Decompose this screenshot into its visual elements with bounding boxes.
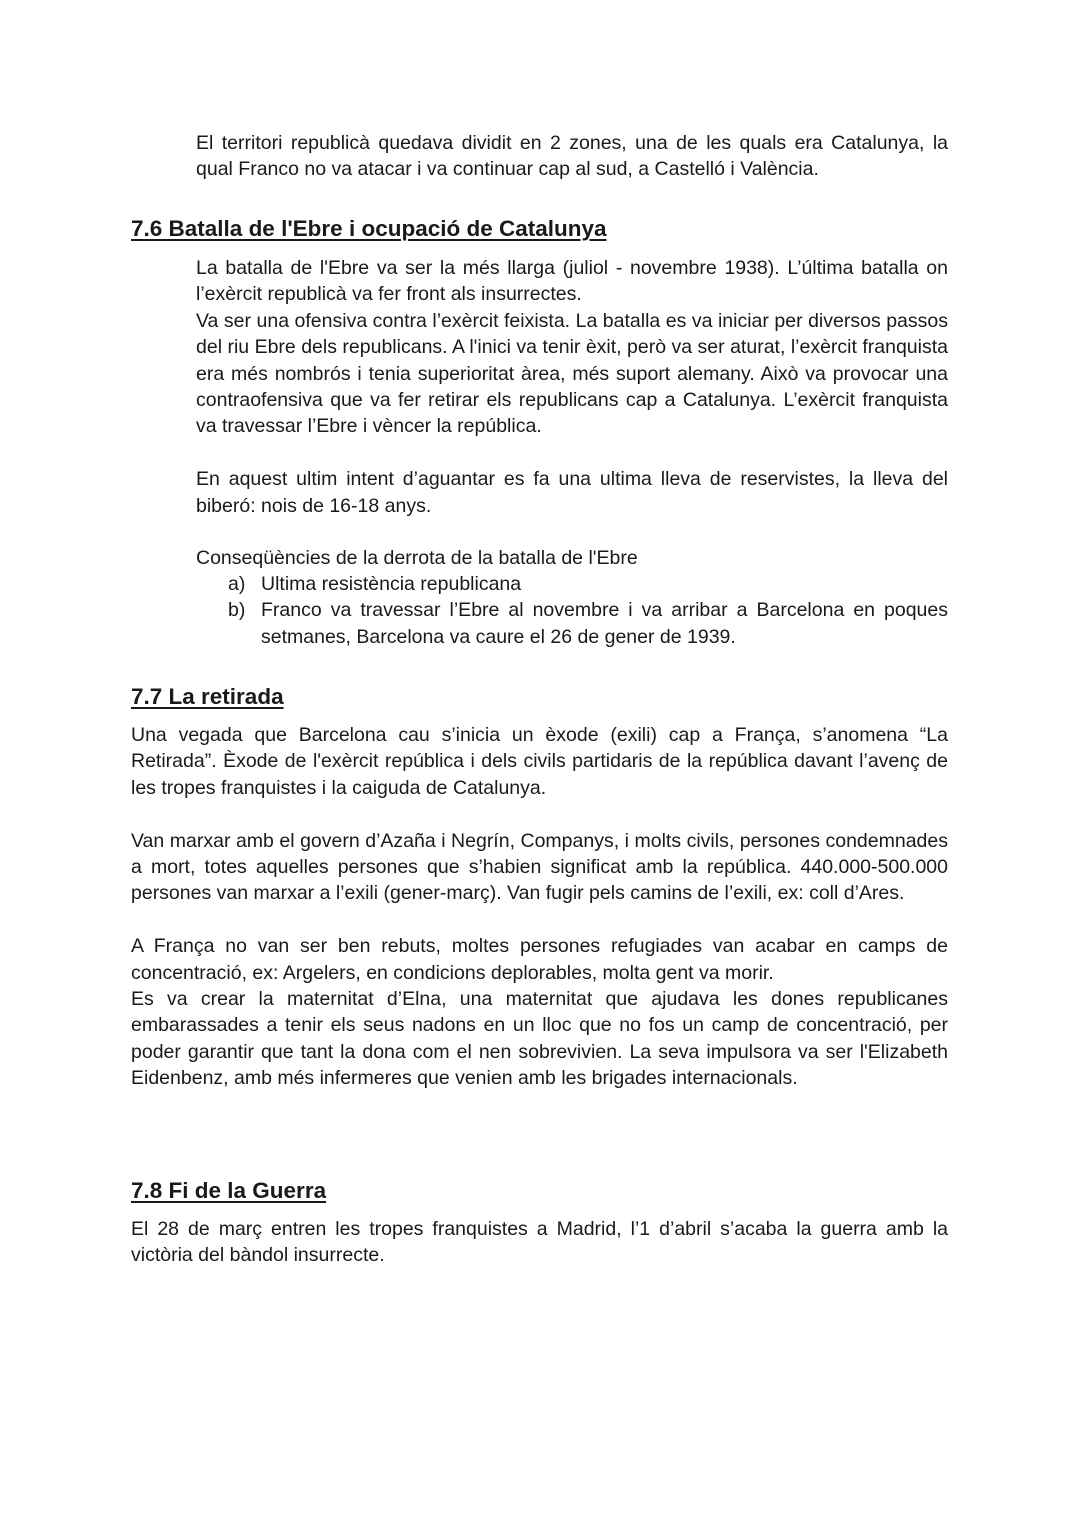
section-7-8-body bbox=[131, 1216, 948, 1269]
section-7-7-body bbox=[131, 722, 948, 1092]
section-7-6-paragraph-1: La batalla de l'Ebre va ser la més llarga (juliol - novembre 1938). L’última batalla on l’exèrcit republicà va fer front als insurrectes. bbox=[196, 257, 948, 306]
section-7-6-body bbox=[196, 255, 948, 572]
section-7-7-paragraph-1: Una vegada que Barcelona cau s’inicia un èxode (exili) cap a França, s’anomena “La Retirada”. Èxode de l'exèrcit república i dels civils partidaris de la república davant l’avenç de les tropes franquistes i la caiguda de Catalunya. bbox=[131, 724, 948, 799]
list-item bbox=[228, 571, 948, 597]
section-7-6-paragraph-3: En aquest ultim intent d’aguantar es fa una ultima lleva de reservistes, la lleva del biberó: nois de 16-18 anys. bbox=[196, 468, 948, 517]
section-7-6-paragraph-2: Va ser una ofensiva contra l’exèrcit feixista. La batalla es va iniciar per diversos passos del riu Ebre dels republicans. A l'inici va tenir èxit, però va ser aturat, l’exèrcit franquista era més nombrós i tenia superioritat àrea, més suport alemany. Això va provocar una contraofensiva que va fer retirar els republicans cap a Catalunya. L’exèrcit franquista va travessar l’Ebre i vèncer la república. bbox=[196, 309, 948, 438]
section-7-7-heading: 7.7 La retirada bbox=[131, 684, 284, 709]
list-marker: b) bbox=[228, 599, 246, 622]
section-7-6-heading: 7.6 Batalla de l'Ebre i ocupació de Catalunya bbox=[131, 216, 607, 241]
consequences-title: Conseqüències de la derrota de la batalla de l'Ebre bbox=[196, 547, 638, 570]
section-7-7-paragraph-4: Es va crear la maternitat d’Elna, una maternitat que ajudava les dones republicanes embarassades a tenir els seus nadons en un lloc que no fos un camp de concentració, per poder garantir que tant la dona com el nen sobrevivien. La seva impulsora va ser l'Elizabeth Eidenbenz, amb més infermeres que venien amb les brigades internacionals. bbox=[131, 988, 948, 1090]
section-7-7-paragraph-2: Van marxar amb el govern d’Azaña i Negrín, Companys, i molts civils, persones condemnades a mort, totes aquelles persones que s’habien significat amb la república. 440.000-500.000 persones van marxar a l’exili (gener-març). Van fugir pels camins de l’exili, ex: coll d’Ares. bbox=[131, 829, 948, 905]
paragraph-gap bbox=[131, 801, 948, 827]
intro-text: El territori republicà quedava dividit en 2 zones, una de les quals era Catalunya, la qual Franco no va atacar i va continuar cap al sud, a Castelló i València. bbox=[196, 132, 948, 181]
paragraph-gap bbox=[131, 907, 948, 933]
paragraph-gap bbox=[196, 440, 948, 466]
consequences-list bbox=[228, 571, 948, 650]
section-7-8-paragraph-1: El 28 de març entren les tropes franquistes a Madrid, l’1 d’abril s’acaba la guerra amb la victòria del bàndol insurrecte. bbox=[131, 1218, 948, 1267]
paragraph-gap bbox=[196, 519, 948, 545]
list-item-text: Franco va travessar l’Ebre al novembre i va arribar a Barcelona en poques setmanes, Barcelona va caure el 26 de gener de 1939. bbox=[261, 599, 948, 648]
section-7-8-heading: 7.8 Fi de la Guerra bbox=[131, 1178, 327, 1203]
list-marker: a) bbox=[228, 573, 246, 595]
section-7-7-paragraph-3: A França no van ser ben rebuts, moltes persones refugiades van acabar en camps de concentració, ex: Argelers, en condicions deplorables, molta gent va morir. bbox=[131, 935, 948, 984]
list-item bbox=[228, 597, 948, 650]
list-item-text: Ultima resistència republicana bbox=[261, 573, 522, 595]
intro-paragraph bbox=[196, 130, 948, 183]
